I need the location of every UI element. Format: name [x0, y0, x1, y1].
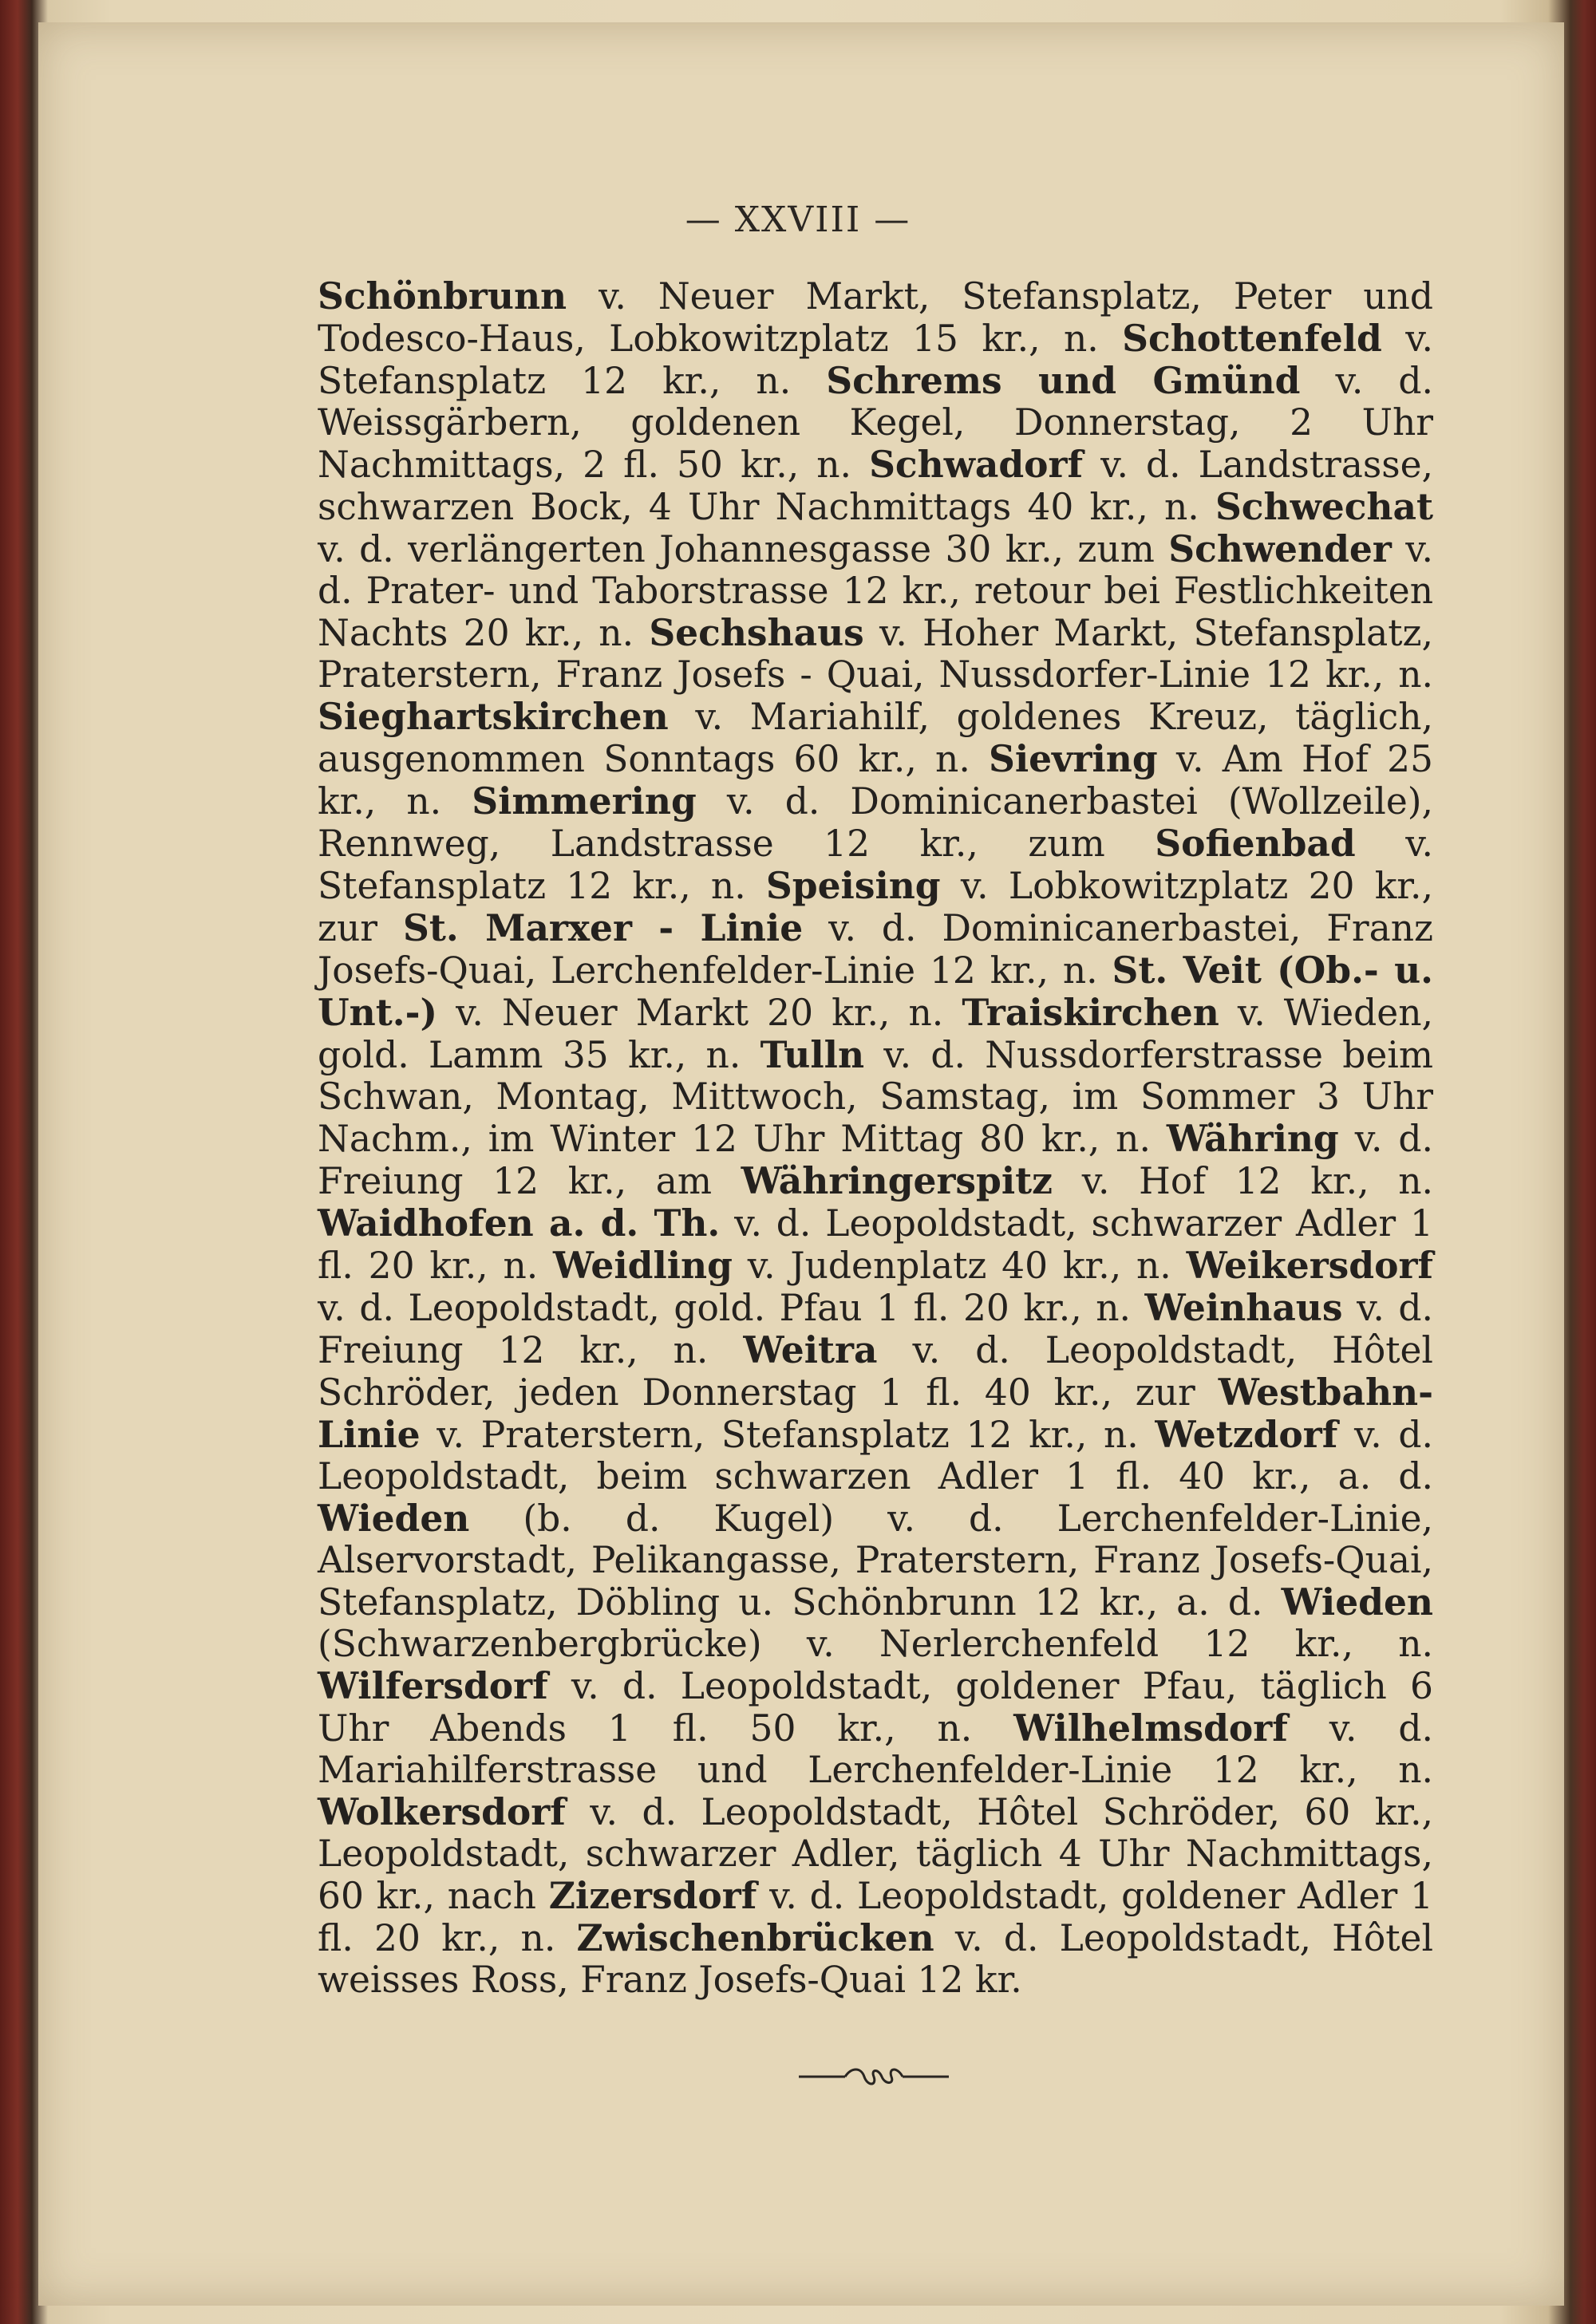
entry-text: v. d. Leopoldstadt, goldener Adler 1 fl. 20 kr., n. — [318, 1875, 1433, 1959]
place-name: St. Marxer - Linie — [403, 906, 804, 949]
place-name: Wieden — [318, 1497, 470, 1540]
place-name: Wieden — [1281, 1580, 1433, 1624]
entry-text: v. Hoher Markt, Stefansplatz, Praterstern, Franz Josefs - Quai, Nussdorfer-Linie 12 kr., n. — [318, 612, 1433, 696]
entry-text: v. d. Leopoldstadt, Hôtel weisses Ross, Franz Josefs-Quai 12 kr. — [318, 1917, 1434, 2001]
place-name: Speising — [765, 864, 941, 907]
entry-text: v. d. verlängerten Johannesgasse 30 kr., zum — [318, 528, 1169, 570]
place-name: Waidhofen a. d. Th. — [318, 1201, 721, 1245]
entry-text: v. Neuer Markt 20 kr., n. — [437, 992, 962, 1034]
entry-text: v. d. Mariahilferstrasse und Lerchenfelder-Linie 12 kr., n. — [318, 1707, 1433, 1791]
place-name: Zwischenbrücken — [576, 1916, 934, 1959]
entry-text: v. d. Leopoldstadt, schwarzer Adler 1 fl. 20 kr., n. — [318, 1202, 1433, 1287]
place-name: Sofienbad — [1155, 822, 1356, 865]
entry-text: v. d. Weissgärbern, goldenen Kegel, Donnerstag, 2 Uhr Nachmittags, 2 fl. 50 kr., n. — [318, 360, 1433, 486]
entry-text: v. d. Leopoldstadt, beim schwarzen Adler 1 fl. 40 kr., a. d. — [318, 1414, 1433, 1497]
entry — [553, 1245, 1187, 1287]
page-number: — XXVIII — — [685, 199, 911, 240]
place-name: Simmering — [472, 779, 697, 823]
entry-text: v. d. Leopoldstadt, Hôtel Schröder, jeden Donnerstag 1 fl. 40 kr., zur — [318, 1329, 1433, 1414]
entry-text: v. Mariahilf, goldenes Kreuz, täglich, ausgenommen Sonntags 60 kr., n. — [318, 696, 1433, 780]
place-name: Weitra — [743, 1328, 878, 1371]
place-name: Wolkersdorf — [318, 1790, 566, 1833]
place-name: Wilfersdorf — [318, 1664, 548, 1707]
entry-text: v. d. Leopoldstadt, gold. Pfau 1 fl. 20 kr., n. — [318, 1287, 1145, 1329]
place-name: Weidling — [553, 1244, 733, 1287]
place-name: Schottenfeld — [1122, 317, 1382, 360]
entry-text: v. d. Freiung 12 kr., am — [318, 1118, 1433, 1202]
place-name: Schwechat — [1215, 485, 1433, 528]
entry-text: v. Lobkowitzplatz 20 kr., zur — [318, 865, 1433, 949]
place-name: Sieghartskirchen — [318, 695, 669, 738]
place-name: Zizersdorf — [548, 1874, 757, 1917]
page-body — [318, 275, 1433, 2001]
entry-text: v. Hof 12 kr., n. — [1053, 1160, 1433, 1202]
place-name: Währing — [1166, 1117, 1339, 1160]
entry-text: v. d. Nussdorferstrasse beim Schwan, Montag, Mittwoch, Samstag, im Sommer 3 Uhr Nachm., im Winter 12 Uhr Mittag 80 kr., n. — [318, 1034, 1433, 1160]
place-name: Wilhelmsdorf — [1013, 1707, 1288, 1750]
place-name: Tulln — [760, 1033, 865, 1076]
entry-text: (b. d. Kugel) v. d. Lerchenfelder-Linie, Alservorstadt, Pelikangasse, Praterstern, Franz Josefs-Quai, Stefansplatz, Döbling u. Schönbrunn 12 kr., a. d. — [318, 1497, 1433, 1624]
entry-text: v. d. Dominicanerbastei (Wollzeile), Rennweg, Landstrasse 12 kr., zum — [318, 780, 1433, 865]
ornament-divider-icon — [796, 2061, 952, 2093]
place-name: Schrems und Gmünd — [826, 359, 1301, 402]
entry-text: v. Stefansplatz 12 kr., n. — [318, 318, 1434, 402]
place-name: Sievring — [988, 737, 1158, 780]
place-name: Sechshaus — [649, 611, 864, 654]
place-name: Währingerspitz — [741, 1159, 1053, 1202]
entry — [318, 1497, 1433, 1624]
entry-text: v. d. Freiung 12 kr., n. — [318, 1287, 1433, 1371]
entry-text: v. d. Leopoldstadt, goldener Pfau, täglich 6 Uhr Abends 1 fl. 50 kr., n. — [318, 1665, 1433, 1750]
place-name: Weikersdorf — [1186, 1244, 1433, 1287]
place-name: Westbahn-Linie — [318, 1371, 1433, 1456]
place-name: Schwadorf — [869, 443, 1084, 486]
place-name: Schwender — [1168, 527, 1392, 570]
entry-text: v. d. Landstrasse, schwarzen Bock, 4 Uhr Nachmittags 40 kr., n. — [318, 444, 1433, 528]
place-name: St. Veit (Ob.- u. Unt.-) — [318, 949, 1433, 1034]
place-name: Wetzdorf — [1155, 1413, 1338, 1456]
place-name: Schönbrunn — [318, 274, 567, 318]
entry — [741, 1160, 1433, 1202]
place-name: Traiskirchen — [962, 991, 1219, 1034]
entry-text: v. Praterstern, Stefansplatz 12 kr., n. — [420, 1414, 1156, 1456]
entry-text: (Schwarzenbergbrücke) v. Nerlerchenfeld 12 kr., n. — [318, 1623, 1433, 1665]
place-name: Weinhaus — [1144, 1286, 1343, 1329]
entry-text: v. Am Hof 25 kr., n. — [318, 738, 1433, 823]
entry-text: v. Neuer Markt, Stefansplatz, Peter und Todesco-Haus, Lobkowitzplatz 15 kr., n. — [318, 275, 1433, 360]
entry-text: v. Stefansplatz 12 kr., n. — [318, 823, 1433, 907]
entry-text: v. Wieden, gold. Lamm 35 kr., n. — [318, 992, 1434, 1076]
entry-text: v. d. Prater- und Taborstrasse 12 kr., retour bei Festlichkeiten Nachts 20 kr., n. — [318, 528, 1433, 654]
entry-text: v. Judenplatz 40 kr., n. — [732, 1245, 1187, 1287]
entry-text: v. d. Dominicanerbastei, Franz Josefs-Quai, Lerchenfelder-Linie 12 kr., n. — [318, 907, 1433, 992]
entry-text: v. d. Leopoldstadt, Hôtel Schröder, 60 kr., Leopoldstadt, schwarzer Adler, täglich 4 Uhr Nachmittags, 60 kr., nach — [318, 1791, 1433, 1917]
